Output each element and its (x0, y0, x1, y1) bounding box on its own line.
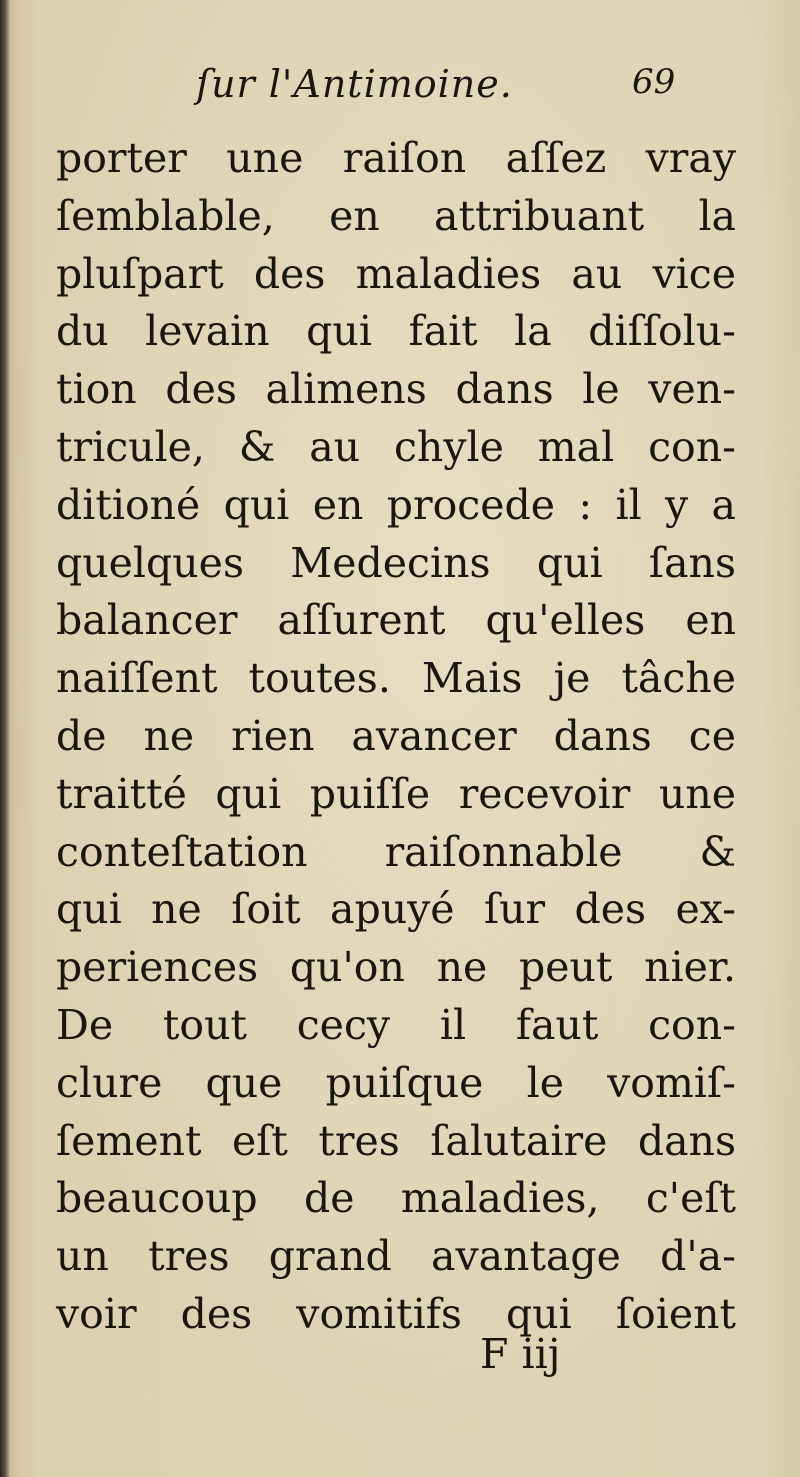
page-number: 69 (632, 62, 676, 102)
page-gutter-shadow (0, 0, 10, 1477)
text-line: ditioné qui en procede : il y a (56, 480, 736, 529)
text-line: tricule, & au chyle mal con- (56, 422, 736, 471)
text-line: voir des vomitifs qui ſoient (56, 1289, 736, 1338)
text-line: un tres grand avantage d'a- (56, 1232, 736, 1281)
body-text (56, 130, 736, 1344)
page-header (0, 58, 800, 118)
text-line: naiſſent toutes. Mais je tâche (56, 654, 736, 703)
text-line: balancer aſſurent qu'elles en (56, 596, 736, 645)
text-line: conteſtation raiſonnable & (56, 827, 736, 876)
text-line: quelques Medecins qui ſans (56, 538, 736, 587)
text-line: du levain qui fait la diſſolu- (56, 307, 736, 356)
text-line: ſement eſt tres ſalutaire dans (56, 1116, 736, 1165)
text-line: ſemblable, en attribuant la (56, 191, 736, 240)
text-line: pluſpart des maladies au vice (56, 249, 736, 298)
text-line: de ne rien avancer dans ce (56, 711, 736, 760)
text-line: beaucoup de maladies, c'eſt (56, 1174, 736, 1223)
text-line: porter une raiſon aſſez vray (56, 134, 736, 182)
text-line: clure que puiſque le vomiſ- (56, 1058, 736, 1107)
text-line: tion des alimens dans le ven- (56, 365, 736, 414)
text-line: traitté qui puiſſe recevoir une (56, 769, 736, 818)
signature-mark: F iij (480, 1330, 561, 1378)
text-line: qui ne ſoit apuyé ſur des ex- (56, 885, 736, 934)
text-line: periences qu'on ne peut nier. (56, 943, 736, 992)
text-line: De tout cecy il faut con- (56, 1000, 736, 1049)
running-title: ſur l'Antimoine. (196, 62, 513, 106)
